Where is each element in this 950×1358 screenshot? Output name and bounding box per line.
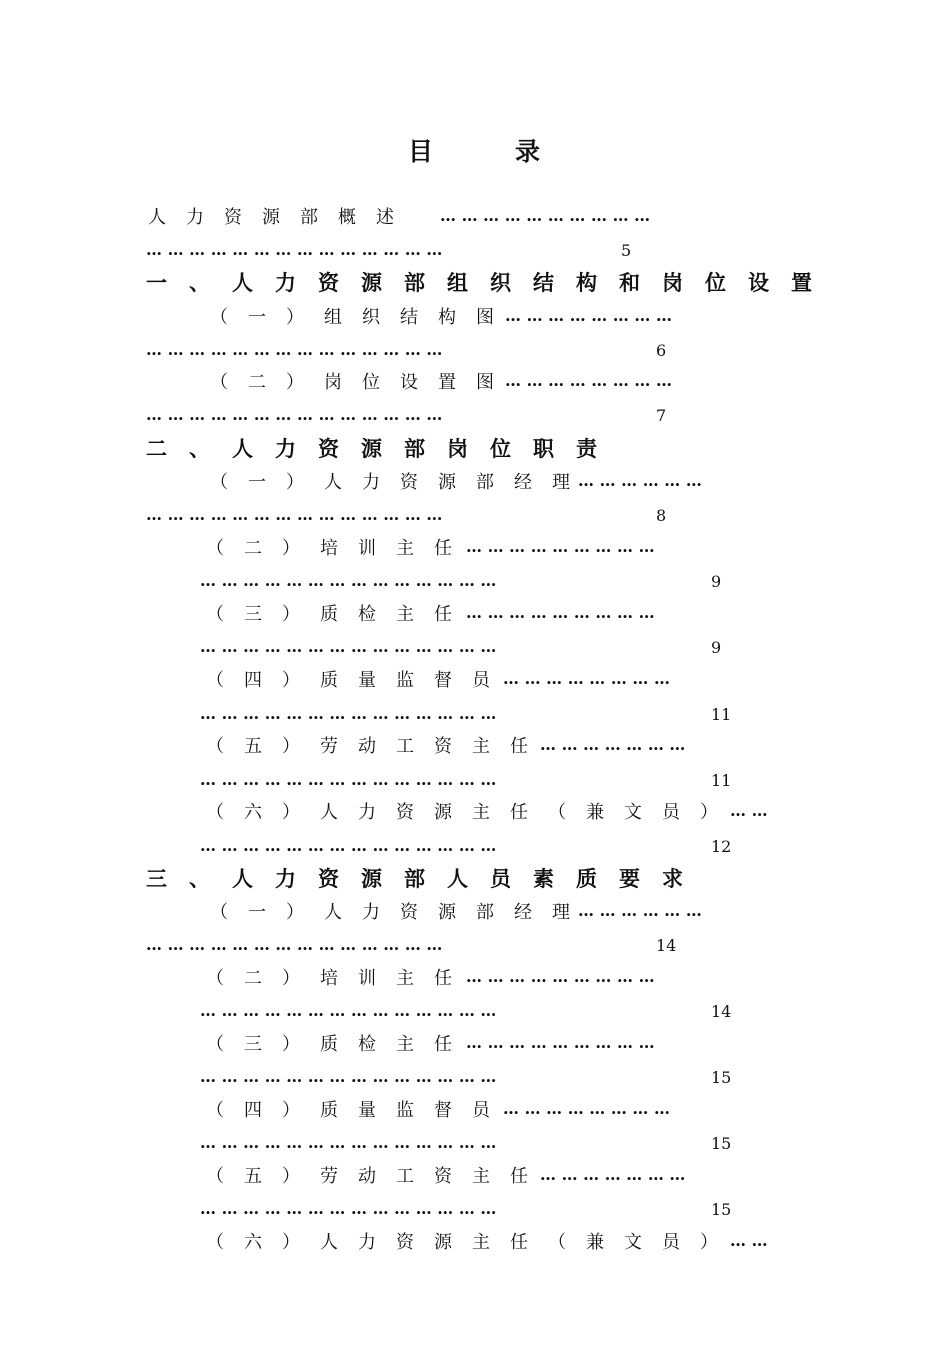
toc-entry[interactable]: （一）组织结构图: [210, 307, 514, 328]
toc-page-number: 11: [711, 705, 732, 724]
toc-leader: … … … … … … … …: [505, 306, 672, 325]
toc-entry[interactable]: （五）劳动工资主任: [206, 1166, 548, 1187]
toc-title: [0, 132, 950, 168]
toc-entry[interactable]: （一）人力资源部经理: [210, 472, 590, 493]
toc-leader: … … … … … … … … … … … … … …: [200, 637, 497, 656]
toc-leader: … … … … … … … … …: [466, 603, 655, 622]
toc-leader: … … … … … … …: [540, 1165, 686, 1184]
toc-leader: … … … … … … … … … … … … … …: [200, 836, 497, 855]
toc-leader: … … … … … … … … … … … … … …: [146, 405, 443, 424]
toc-page-number: 12: [711, 837, 732, 856]
toc-leader: … … … … … … … … …: [466, 1033, 655, 1052]
toc-section-heading-3[interactable]: 三、人力资源部人员素质要求: [146, 866, 705, 891]
toc-entry[interactable]: （四）质量监督员: [206, 1100, 510, 1121]
toc-leader: … … … … … … … … …: [466, 537, 655, 556]
toc-leader: … … … … … … … … … … … … … …: [146, 935, 443, 954]
toc-leader: … … … … … … … …: [505, 371, 672, 390]
toc-leader: … … … … … … … …: [503, 669, 670, 688]
toc-title-part1: 目: [407, 137, 435, 166]
toc-entry[interactable]: （一）人力资源部经理: [210, 902, 590, 923]
toc-leader: … … … … … … … … … … … … … …: [146, 505, 443, 524]
toc-leader: … … … … … … … … … … … … … …: [200, 1199, 497, 1218]
toc-leader: … … … … … … … … … … … … … …: [200, 770, 497, 789]
toc-leader: … … … … … … … … … … … … … …: [146, 340, 443, 359]
toc-leader: … … … … … … … … … … … … … …: [200, 704, 497, 723]
toc-leader: … … … … … … … … … … … … … …: [146, 240, 443, 259]
toc-page-number: 9: [711, 638, 722, 657]
toc-page-number: 7: [656, 406, 667, 425]
toc-leader: … … … … … … … … … … … … … …: [200, 571, 497, 590]
toc-entry[interactable]: （二）培训主任: [206, 538, 472, 559]
toc-leader: … …: [730, 801, 768, 820]
toc-leader: … … … … … … …: [540, 735, 686, 754]
toc-entry[interactable]: （三）质检主任: [206, 604, 472, 625]
toc-section-heading-1[interactable]: 一、人力资源部组织结构和岗位设置: [146, 270, 834, 295]
toc-entry[interactable]: （六）人力资源主任（兼文员）: [206, 1232, 738, 1253]
toc-leader: … … … … … …: [578, 901, 702, 920]
toc-page-number: 11: [711, 771, 732, 790]
toc-page-number: 8: [656, 506, 667, 525]
toc-leader: … … … … … …: [578, 471, 702, 490]
toc-page-number: 14: [656, 936, 677, 955]
toc-leader: … … … … … … … … … … … … … …: [200, 1001, 497, 1020]
toc-leader: … …: [730, 1231, 768, 1250]
toc-page-number: 5: [621, 241, 632, 260]
toc-page-number: 15: [711, 1068, 732, 1087]
toc-page-number: 9: [711, 572, 722, 591]
toc-leader: … … … … … … … … … … … … … …: [200, 1067, 497, 1086]
toc-page-number: 14: [711, 1002, 732, 1021]
toc-leader: … … … … … … … … … …: [440, 206, 651, 225]
toc-section-heading-2[interactable]: 二、人力资源部岗位职责: [146, 436, 619, 461]
toc-leader: … … … … … … … …: [503, 1099, 670, 1118]
toc-leader: … … … … … … … … … … … … … …: [200, 1133, 497, 1152]
toc-entry[interactable]: （三）质检主任: [206, 1034, 472, 1055]
toc-entry-overview[interactable]: 人力资源部概述: [148, 207, 414, 228]
toc-page-number: 6: [656, 341, 667, 360]
toc-page-number: 15: [711, 1200, 732, 1219]
toc-title-part2: 录: [515, 137, 543, 166]
toc-entry[interactable]: （五）劳动工资主任: [206, 736, 548, 757]
toc-leader: … … … … … … … … …: [466, 967, 655, 986]
toc-entry[interactable]: （二）培训主任: [206, 968, 472, 989]
toc-entry[interactable]: （六）人力资源主任（兼文员）: [206, 802, 738, 823]
toc-page-number: 15: [711, 1134, 732, 1153]
toc-entry[interactable]: （二）岗位设置图: [210, 372, 514, 393]
toc-entry[interactable]: （四）质量监督员: [206, 670, 510, 691]
